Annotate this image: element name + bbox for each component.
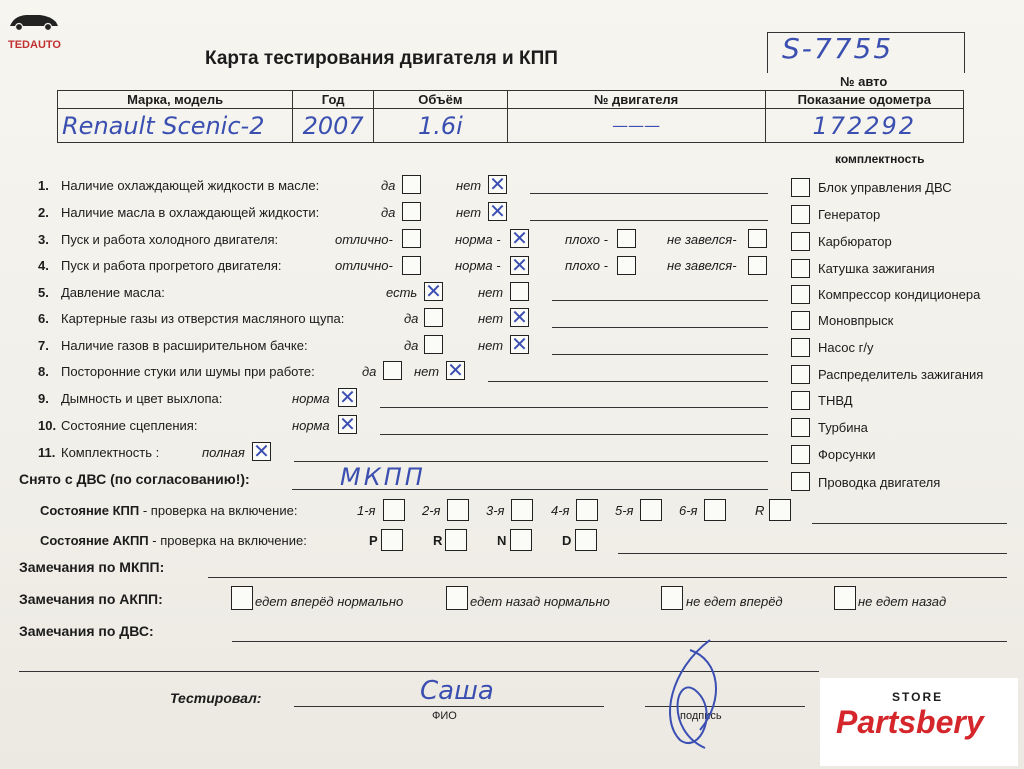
tedauto-logo	[4, 10, 62, 52]
gear-checkbox[interactable]	[704, 499, 726, 521]
row-number: 4.	[38, 258, 49, 273]
gear-checkbox[interactable]	[445, 529, 467, 551]
kit-item-label: Проводка двигателя	[818, 475, 941, 490]
row-text: Картерные газы из отверстия масляного щупа:	[61, 311, 345, 326]
engine-number-value: ———	[507, 109, 765, 143]
checkbox-no[interactable]	[510, 332, 529, 356]
checkbox-yes[interactable]	[424, 279, 443, 303]
option-label: нет	[414, 364, 440, 379]
kpp-label-bold: Состояние КПП	[40, 503, 140, 518]
kpp-label	[40, 503, 297, 518]
akpp-label-bold: Состояние АКПП	[40, 533, 149, 548]
engine-number-label: № двигателя	[507, 91, 765, 109]
kit-checkbox[interactable]	[791, 338, 810, 357]
gear-checkbox[interactable]	[447, 499, 469, 521]
option-label: есть	[386, 285, 418, 300]
gear-checkbox[interactable]	[769, 499, 791, 521]
option-label: не завелся-	[667, 258, 737, 273]
check-mark-icon: ✕	[511, 305, 528, 329]
option-label: да	[381, 178, 396, 193]
checkbox-normal[interactable]	[338, 385, 357, 409]
row-number: 1.	[38, 178, 49, 193]
row-number: 10.	[38, 418, 57, 433]
row-text: Посторонние стуки или шумы при работе:	[61, 364, 315, 379]
kpp-label-text: - проверка на включение:	[139, 503, 298, 518]
gear-checkbox[interactable]	[381, 529, 403, 551]
checkbox-no[interactable]	[488, 199, 507, 223]
comment-line	[552, 354, 768, 355]
row-number: 2.	[38, 205, 49, 220]
tester-label: Тестировал:	[170, 690, 262, 706]
watermark-top: STORE	[892, 690, 944, 704]
comment-line	[380, 434, 768, 435]
option-label: полная	[202, 445, 245, 460]
gear-checkbox[interactable]	[640, 499, 662, 521]
kit-item-label: ТНВД	[818, 393, 853, 408]
gear-label: 2-я	[422, 503, 441, 518]
row-number: 8.	[38, 364, 49, 379]
year-value: 2007	[293, 109, 374, 143]
gear-checkbox[interactable]	[510, 529, 532, 551]
checkbox-normal[interactable]	[510, 226, 529, 250]
checkbox-yes[interactable]	[402, 175, 421, 194]
remarks-dvs-label: Замечания по ДВС:	[19, 623, 154, 639]
gear-label: 5-я	[615, 503, 634, 518]
akpp-option-checkbox[interactable]	[446, 586, 468, 610]
checkbox-no-start[interactable]	[748, 229, 767, 248]
comment-line	[552, 327, 768, 328]
comment-line	[380, 407, 768, 408]
option-label: отлично-	[335, 258, 393, 273]
watermark-brand: Partsbery	[836, 704, 984, 740]
option-label: нет	[456, 178, 482, 193]
remarks-mkpp-line	[208, 577, 1007, 578]
model-value: Renault Scenic-2	[58, 109, 293, 143]
akpp-option-label: не едет вперёд	[686, 594, 783, 609]
option-label: норма	[292, 391, 330, 406]
option-label: нет	[478, 285, 504, 300]
removed-label: Снято с ДВС (по согласованию!):	[19, 471, 250, 487]
comment-line	[552, 300, 768, 301]
kit-checkbox[interactable]	[791, 418, 810, 437]
checkbox-excellent[interactable]	[402, 256, 421, 275]
checkbox-yes[interactable]	[402, 202, 421, 221]
checkbox-yes[interactable]	[424, 335, 443, 354]
kit-checkbox[interactable]	[791, 205, 810, 224]
row-text: Давление масла:	[61, 285, 165, 300]
comment-line	[530, 220, 768, 221]
akpp-option-checkbox[interactable]	[661, 586, 683, 610]
comment-line	[294, 461, 768, 462]
check-mark-icon: ✕	[489, 199, 506, 223]
akpp-option-label: едет назад нормально	[470, 594, 610, 609]
remarks-akpp-label: Замечания по АКПП:	[19, 591, 163, 607]
tester-name: Саша	[420, 676, 494, 706]
checkbox-normal[interactable]	[510, 253, 529, 277]
check-mark-icon: ✕	[339, 385, 356, 409]
kit-checkbox[interactable]	[791, 391, 810, 410]
option-label: да	[381, 205, 396, 220]
option-label: нет	[478, 311, 504, 326]
option-label: отлично-	[335, 232, 393, 247]
tester-fio-line	[294, 706, 604, 707]
akpp-label-text: - проверка на включение:	[148, 533, 307, 548]
row-text: Комплектность :	[61, 445, 160, 460]
kit-checkbox[interactable]	[791, 285, 810, 304]
gear-label: P	[369, 533, 378, 548]
akpp-option-label: едет вперёд нормально	[255, 594, 404, 609]
check-mark-icon: ✕	[253, 439, 270, 463]
gear-checkbox[interactable]	[511, 499, 533, 521]
kit-item-label: Катушка зажигания	[818, 261, 935, 276]
option-label: нет	[478, 338, 504, 353]
kit-checkbox[interactable]	[791, 311, 810, 330]
logo-text: TEDAUTO	[8, 39, 61, 51]
gear-checkbox[interactable]	[383, 499, 405, 521]
row-text: Наличие масла в охлаждающей жидкости:	[61, 205, 320, 220]
checkbox-no[interactable]	[510, 282, 529, 301]
row-number: 11.	[38, 445, 56, 460]
odometer-label: Показание одометра	[765, 91, 963, 109]
remarks-mkpp-label: Замечания по МКПП:	[19, 559, 165, 575]
option-label: да	[362, 364, 377, 379]
gear-checkbox[interactable]	[576, 499, 598, 521]
option-label: да	[404, 311, 419, 326]
volume-value: 1.6i	[374, 109, 508, 143]
checkbox-full[interactable]	[252, 439, 271, 463]
header-table	[57, 90, 964, 143]
gear-label: R	[433, 533, 443, 548]
check-mark-icon: ✕	[511, 332, 528, 356]
checkbox-no-start[interactable]	[748, 256, 767, 275]
checkbox-yes[interactable]	[424, 308, 443, 327]
row-number: 3.	[38, 232, 49, 247]
kit-item-label: Генератор	[818, 207, 881, 222]
checkbox-bad[interactable]	[617, 229, 636, 248]
row-text: Пуск и работа холодного двигателя:	[61, 232, 279, 247]
auto-number-value: S-7755	[782, 32, 894, 65]
odometer-value: 172292	[765, 109, 963, 143]
row-number: 6.	[38, 311, 49, 326]
akpp-line	[618, 553, 1007, 554]
kit-item-label: Карбюратор	[818, 234, 892, 249]
row-text: Наличие охлаждающей жидкости в масле:	[61, 178, 320, 193]
gear-label: 4-я	[551, 503, 570, 518]
kit-item-label: Распределитель зажигания	[818, 367, 984, 382]
option-label: норма -	[455, 258, 501, 273]
year-label: Год	[293, 91, 374, 109]
kit-item-label: Форсунки	[818, 447, 876, 462]
option-label: не завелся-	[667, 232, 737, 247]
row-number: 5.	[38, 285, 49, 300]
row-number: 7.	[38, 338, 49, 353]
sign-label: подпись	[680, 710, 722, 722]
kit-item-label: Турбина	[818, 420, 868, 435]
checkbox-no[interactable]	[488, 172, 507, 196]
comment-line	[530, 193, 768, 194]
checkbox-excellent[interactable]	[402, 229, 421, 248]
model-label: Марка, модель	[58, 91, 293, 109]
page-title: Карта тестирования двигателя и КПП	[205, 48, 558, 69]
removed-line	[292, 489, 768, 490]
comment-line	[488, 381, 768, 382]
gear-label: D	[562, 533, 572, 548]
gear-label: N	[497, 533, 507, 548]
check-mark-icon: ✕	[511, 226, 528, 250]
option-label: норма	[292, 418, 330, 433]
checkbox-no[interactable]	[510, 305, 529, 329]
row-number: 9.	[38, 391, 49, 406]
removed-value: МКПП	[340, 463, 426, 491]
option-label: плохо -	[565, 232, 608, 247]
row-text: Наличие газов в расширительном бачке:	[61, 338, 308, 353]
check-mark-icon: ✕	[447, 358, 464, 382]
row-text: Пуск и работа прогретого двигателя:	[61, 258, 282, 273]
checkbox-normal[interactable]	[338, 412, 357, 436]
checkbox-yes[interactable]	[383, 361, 402, 380]
checkbox-no[interactable]	[446, 358, 465, 382]
check-mark-icon: ✕	[511, 253, 528, 277]
volume-label: Объём	[374, 91, 508, 109]
akpp-option-checkbox[interactable]	[834, 586, 856, 610]
kit-checkbox[interactable]	[791, 445, 810, 464]
option-label: плохо -	[565, 258, 608, 273]
gear-label: 1-я	[357, 503, 376, 518]
gear-checkbox[interactable]	[575, 529, 597, 551]
akpp-option-checkbox[interactable]	[231, 586, 253, 610]
option-label: да	[404, 338, 419, 353]
row-text: Дымность и цвет выхлопа:	[61, 391, 223, 406]
car-icon	[4, 10, 62, 32]
kit-item-label: Блок управления ДВС	[818, 180, 952, 195]
signature-icon	[650, 630, 740, 760]
row-text: Состояние сцепления:	[61, 418, 198, 433]
kit-checkbox[interactable]	[791, 365, 810, 384]
option-label: нет	[456, 205, 482, 220]
check-mark-icon: ✕	[489, 172, 506, 196]
kit-checkbox[interactable]	[791, 178, 810, 197]
gear-label: 6-я	[679, 503, 698, 518]
akpp-label	[40, 533, 307, 548]
check-mark-icon: ✕	[339, 412, 356, 436]
kit-checkbox[interactable]	[791, 259, 810, 278]
kit-item-label: Насос г/у	[818, 340, 874, 355]
checkbox-bad[interactable]	[617, 256, 636, 275]
kpp-line	[812, 523, 1007, 524]
fio-label: ФИО	[432, 710, 457, 722]
kit-item-label: Моновпрыск	[818, 313, 894, 328]
remarks-dvs-line	[232, 641, 1007, 642]
kit-checkbox[interactable]	[791, 472, 810, 491]
gear-label: R	[755, 503, 765, 518]
kit-title: комплектность	[835, 152, 925, 166]
akpp-option-label: не едет назад	[858, 594, 947, 609]
option-label: норма -	[455, 232, 501, 247]
kit-checkbox[interactable]	[791, 232, 810, 251]
kit-item-label: Компрессор кондиционера	[818, 287, 981, 302]
check-mark-icon: ✕	[425, 279, 442, 303]
gear-label: 3-я	[486, 503, 505, 518]
partsbery-watermark	[820, 678, 1018, 766]
auto-number-label: № авто	[840, 74, 888, 89]
